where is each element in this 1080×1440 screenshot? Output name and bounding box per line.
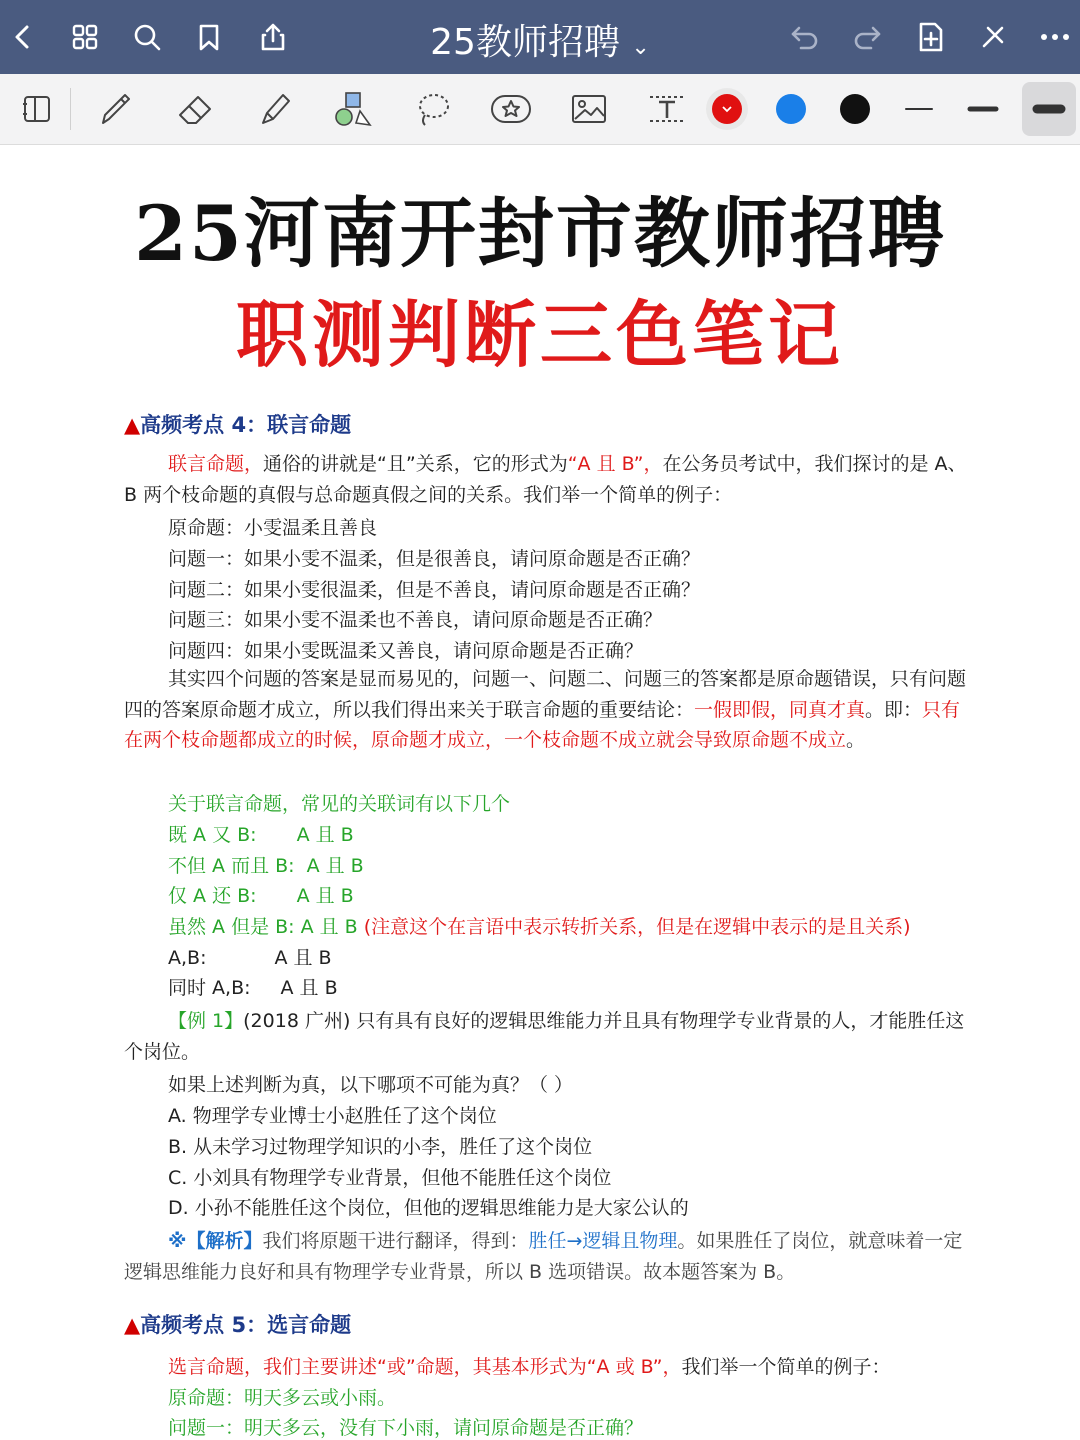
- triangle-marker-icon: ▲: [124, 1313, 141, 1337]
- section-heading-4: [124, 409, 351, 439]
- color-blue-swatch[interactable]: [768, 86, 814, 132]
- chevron-down-icon: ⌄: [631, 35, 650, 60]
- text: 其实四个问题的答案是显而易见的，问题一、问题二、问题三的答案都是原命题错误，只有问题四的答案原命题才成立，所以我们得出来关于联言命题的重要结论：: [124, 668, 967, 721]
- sticker-icon[interactable]: [488, 86, 534, 132]
- image-icon[interactable]: [566, 86, 612, 132]
- example-line: 原命题：小雯温柔且善良: [168, 517, 378, 539]
- more-icon[interactable]: [1036, 18, 1074, 56]
- text-icon[interactable]: [644, 86, 690, 132]
- stroke-thick-option[interactable]: [1022, 82, 1076, 136]
- example-line: 问题一：如果小雯不温柔，但是很善良，请问原命题是否正确？: [168, 548, 701, 570]
- example-line: 问题二：如果小雯很温柔，但是不善良，请问原命题是否正确？: [168, 579, 701, 601]
- text: 通俗的讲就是“且”关系，它的形式为: [263, 453, 568, 475]
- text: 既 A 又 B:: [168, 824, 257, 846]
- text: A 且 B: [306, 855, 364, 877]
- example-line: 问题一：明天多云，没有下小雨，请问原命题是否正确？: [168, 1417, 644, 1439]
- text: 。如果胜任了岗位，就意味着一定逻辑思维能力良好和具有物理学专业背景，所以 B 选项错误。故本题答案为 B。: [124, 1230, 963, 1283]
- highlighter-icon[interactable]: [252, 86, 298, 132]
- example-line: 问题四：如果小雯既温柔又善良，请问原命题是否正确？: [168, 640, 644, 662]
- text: A 且 B: [296, 824, 354, 846]
- conjunction-line: [168, 943, 332, 970]
- triangle-marker-icon: ▲: [124, 413, 141, 437]
- answer-option: D. 小孙不能胜任这个岗位，但他的逻辑思维能力是大家公认的: [168, 1197, 689, 1219]
- analysis-tag: ※【解析】: [168, 1230, 263, 1252]
- page-layout-icon[interactable]: [14, 86, 60, 132]
- text: 虽然 A 但是 B: A 且 B: [168, 916, 358, 938]
- text: A,B:: [168, 947, 207, 969]
- example-tag: 【例 1】: [168, 1010, 244, 1032]
- document-title-text: 25教师招聘: [430, 22, 620, 63]
- example-line: 问题三：如果小雯不温柔也不善良，请问原命题是否正确？: [168, 609, 663, 631]
- stroke-medium-option[interactable]: [960, 86, 1006, 132]
- green-intro: 关于联言命题，常见的关联词有以下几个: [168, 793, 511, 815]
- example-line: 原命题：明天多云或小雨。: [168, 1387, 397, 1409]
- section-heading-text: 高频考点 4：联言命题: [140, 413, 352, 437]
- top-app-bar: [0, 0, 1080, 74]
- text-red: (注意这个在言语中表示转折关系，但是在逻辑中表示的是且关系): [363, 916, 911, 938]
- answer-option: B. 从未学习过物理学知识的小李，胜任了这个岗位: [168, 1136, 593, 1158]
- text: 在公务员考试中，我们探讨的是 A、B 两个枝命题的真假与总命题真假之间的关系。我们举一个简单的例子：: [124, 453, 967, 506]
- color-red-swatch[interactable]: [704, 86, 750, 132]
- question-prompt: 如果上述判断为真，以下哪项不可能为真？（ ）: [168, 1074, 574, 1096]
- text: 。: [846, 729, 866, 752]
- undo-icon[interactable]: [786, 18, 824, 56]
- text-red: 只有在两个枝命题都成立的时候，原命题才成立，一个枝命题不成立就会导致原命题不成立: [124, 698, 961, 752]
- color-black-swatch[interactable]: [832, 86, 878, 132]
- text: (2018 广州) 只有具有良好的逻辑思维能力并且具有物理学专业背景的人，才能胜任这个岗位。: [124, 1010, 965, 1063]
- conjunction-line: [168, 912, 911, 939]
- text-red: “A 且 B”，: [567, 453, 663, 475]
- conjunction-line: [168, 820, 354, 847]
- paragraph-definition: [124, 449, 974, 510]
- paragraph-disjunction: [168, 1352, 890, 1379]
- paragraph-conclusion: [124, 664, 974, 756]
- color-red-dot: [712, 94, 742, 124]
- pen-icon[interactable]: [92, 86, 138, 132]
- text: 同时 A,B:: [168, 977, 251, 999]
- text: 我们举一个简单的例子：: [681, 1356, 891, 1378]
- page-subtitle: 职测判断三色笔记: [235, 292, 844, 377]
- text: A 且 B: [274, 947, 332, 969]
- page-title: 25河南开封市教师招聘: [134, 189, 946, 278]
- close-icon[interactable]: [974, 18, 1012, 56]
- conjunction-line: [168, 881, 354, 908]
- tool-bar: [0, 74, 1080, 145]
- conjunction-line: [168, 851, 364, 878]
- text-red: 选言命题，我们主要讲述“或”命题，其基本形式为“A 或 B”，: [168, 1356, 682, 1378]
- add-page-icon[interactable]: [912, 18, 950, 56]
- conjunction-line: [168, 973, 338, 1000]
- shapes-icon[interactable]: [330, 86, 376, 132]
- text: 仅 A 还 B:: [168, 885, 257, 907]
- text: 我们将原题干进行翻译，得到：: [262, 1230, 529, 1252]
- eraser-icon[interactable]: [172, 86, 218, 132]
- section-heading-text: 高频考点 5：选言命题: [140, 1313, 352, 1337]
- text-red: 一假即假，同真才真: [694, 698, 866, 721]
- answer-option: A. 物理学专业博士小赵胜任了这个岗位: [168, 1105, 497, 1127]
- stroke-thin-option[interactable]: [896, 86, 942, 132]
- document-page: [0, 145, 1080, 1440]
- answer-option: C. 小刘具有物理学专业背景，但他不能胜任这个岗位: [168, 1167, 612, 1189]
- lasso-icon[interactable]: [410, 86, 456, 132]
- text-red: 联言命题，: [168, 453, 264, 475]
- text: A 且 B: [296, 885, 354, 907]
- example-question: [124, 1006, 974, 1067]
- redo-icon[interactable]: [848, 18, 886, 56]
- text-blue: 胜任→逻辑且物理: [528, 1230, 678, 1252]
- section-heading-5: [124, 1309, 351, 1339]
- text: 。即：: [865, 698, 923, 721]
- analysis-paragraph: [124, 1226, 974, 1287]
- toolbar-divider: [70, 88, 71, 130]
- text: A 且 B: [280, 977, 338, 999]
- text: 不但 A 而且 B:: [168, 855, 295, 877]
